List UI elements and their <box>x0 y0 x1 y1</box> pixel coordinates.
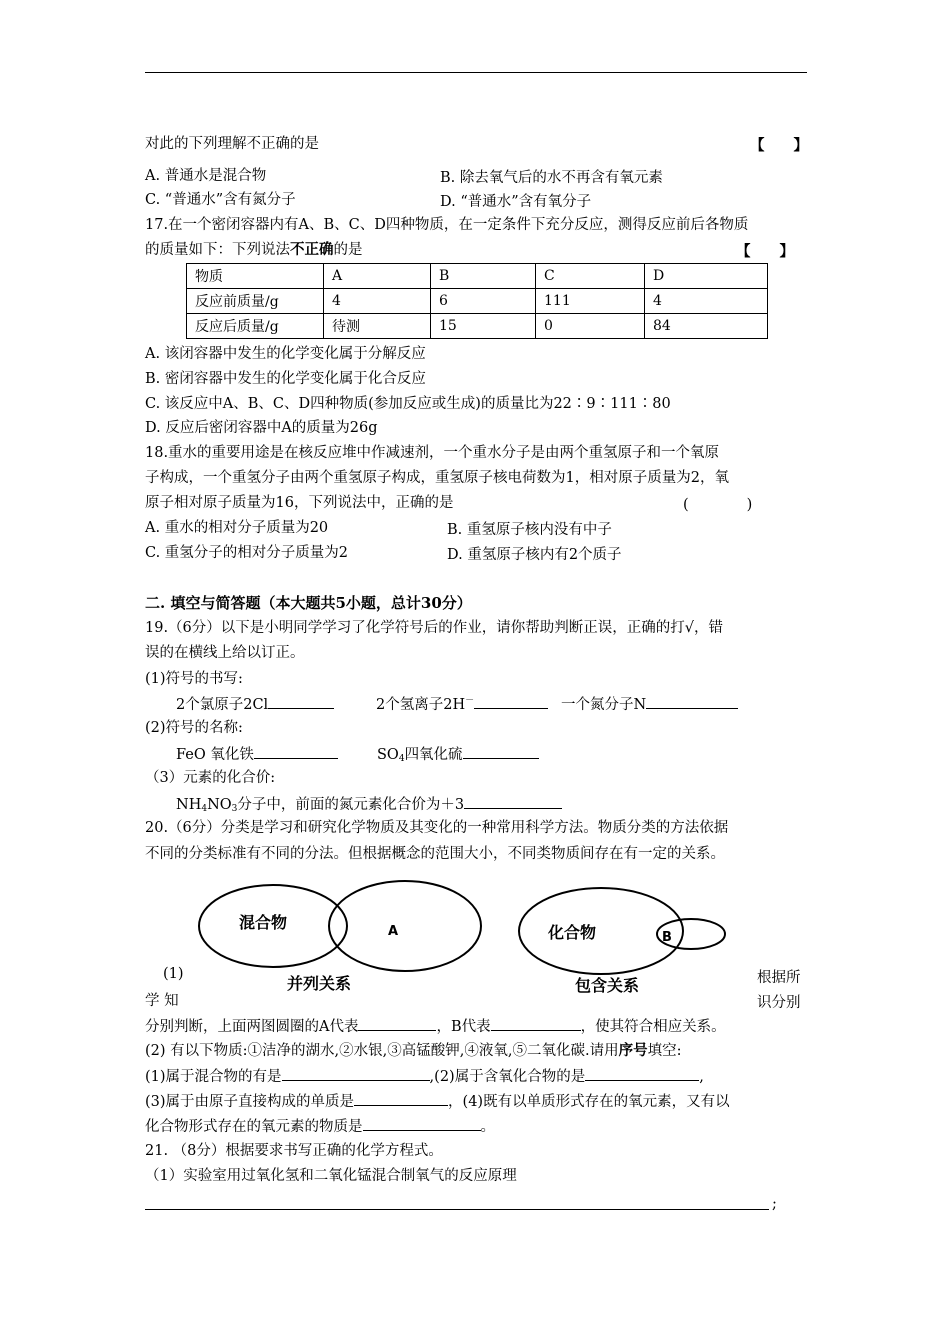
q19-part2-b-subscript: 4 <box>398 754 405 764</box>
inclusion-label: 包含关系 <box>575 976 640 995</box>
q19-part1-b <box>376 693 548 714</box>
table-header-cell: 物质 <box>187 264 324 289</box>
q21-semicolon: ; <box>772 1196 777 1212</box>
table-row <box>187 314 768 339</box>
table-cell: 6 <box>431 289 536 314</box>
q19-part2-a-text: FeO 氧化铁 <box>176 747 254 763</box>
formula-part: NH <box>176 797 202 813</box>
table-header-row <box>187 264 768 289</box>
q20-p2-pre: (2) 有以下物质:①洁净的湖水,②水银,③高锰酸钾,④液氧,⑤二氧化碳.请用 <box>145 1043 619 1059</box>
section-2-heading: 二. 填空与简答题（本大题共5小题，总计30分） <box>145 594 472 612</box>
table-cell: 15 <box>431 314 536 339</box>
answer-blank[interactable] <box>254 744 338 759</box>
q20-p1-left2: 学 知 <box>145 993 179 1009</box>
classification-diagram <box>195 872 755 996</box>
q20-line2: 不同的分类标准有不同的分法。但根据概念的范围大小，不同类物质间存在有一定的关系。 <box>145 846 725 862</box>
q19-part2-a <box>176 743 338 764</box>
q19-part2-b-name: 四氧化硫 <box>404 747 463 763</box>
answer-blank[interactable] <box>474 694 548 709</box>
q17-line2-post: 的是 <box>333 242 363 258</box>
q21-part1: （1）实验室用过氧化氢和二氧化锰混合制氧气的反应原理 <box>145 1168 517 1184</box>
q20-p2-q4b: 化合物形式存在的氧元素的物质是 <box>145 1119 363 1135</box>
q19-part1-b-charge: － <box>465 696 475 706</box>
q16-option-d: D. “普通水”含有氧分子 <box>440 194 592 210</box>
answer-blank[interactable] <box>646 694 738 709</box>
q19-line2: 误的在横线上给以订正。 <box>145 645 305 661</box>
q19-part1-c-text: 一个氮分子N <box>561 697 647 713</box>
q18-option-a: A. 重水的相对分子质量为20 <box>145 520 329 536</box>
q20-p2-post: 填空: <box>647 1043 682 1059</box>
q18-line2: 子构成，一个重氢分子由两个重氢原子构成，重氢原子核电荷数为1，相对原子质量为2，氧 <box>145 470 729 486</box>
table-cell: 反应后质量/g <box>187 314 324 339</box>
answer-blank[interactable] <box>464 794 562 809</box>
q20-p2-bold: 序号 <box>618 1042 648 1059</box>
answer-blank[interactable] <box>463 744 539 759</box>
q17-option-d: D. 反应后密闭容器中A的质量为26g <box>145 420 378 436</box>
table-cell: 84 <box>645 314 768 339</box>
table-header-cell: C <box>536 264 645 289</box>
q20-p2-q2: ,(2)属于含氧化合物的是 <box>429 1069 586 1085</box>
q18-option-c: C. 重氢分子的相对分子质量为2 <box>145 545 349 561</box>
q17-line2-pre: 的质量如下：下列说法 <box>145 242 290 258</box>
formula-part: NO <box>207 797 232 813</box>
q20-p1-right1: 根据所 <box>757 970 801 986</box>
table-cell: 4 <box>324 289 431 314</box>
q21-line1: 21. （8分）根据要求书写正确的化学方程式。 <box>145 1143 443 1159</box>
q17-line2 <box>145 240 363 260</box>
q19-part1-b-text: 2个氢离子2H <box>376 697 466 713</box>
q19-part3-label: （3）元素的化合价: <box>145 770 276 786</box>
q20-p2 <box>145 1041 681 1061</box>
table-cell: 反应前质量/g <box>187 289 324 314</box>
answer-blank-b[interactable] <box>491 1016 581 1031</box>
q20-p2-line2: (1)属于混合物的有是 ,(2)属于含氧化合物的是 , <box>145 1066 704 1087</box>
q16-option-a: A. 普通水是混合物 <box>145 168 267 184</box>
q19-part3-text: 分子中，前面的氮元素化合价为＋3 <box>237 797 465 813</box>
answer-blank[interactable] <box>363 1116 481 1131</box>
a-label: A <box>388 924 399 939</box>
q17-option-c: C. 该反应中A、B、C、D四种物质(参加反应或生成)的质量比为22∶9∶111∶80 <box>145 396 671 412</box>
q17-option-a: A. 该闭容器中发生的化学变化属于分解反应 <box>145 346 426 362</box>
q20-line1: 20.（6分）分类是学习和研究化学物质及其变化的一种常用科学方法。物质分类的方法依据 <box>145 820 729 836</box>
table-header-cell: A <box>324 264 431 289</box>
q20-p2-line4 <box>145 1116 495 1137</box>
q20-p2-q4: ，(4)既有以单质形式存在的氧元素，又有以 <box>448 1094 730 1110</box>
mixture-label: 混合物 <box>239 913 288 932</box>
parallel-label: 并列关系 <box>287 974 352 993</box>
table-header-cell: B <box>431 264 536 289</box>
table-row <box>187 289 768 314</box>
q17-not-correct: 不正确 <box>290 241 334 258</box>
q19-part1-c <box>561 693 738 714</box>
q20-p1-left1: (1) <box>163 966 184 982</box>
answer-blank-a[interactable] <box>358 1016 436 1031</box>
q20-p2-q3: (3)属于由原子直接构成的单质是 <box>145 1094 355 1110</box>
q19-part2-b-text: SO <box>377 747 399 763</box>
q19-part2-label: (2)符号的名称: <box>145 720 243 736</box>
q19-part2-b <box>377 743 539 764</box>
q20-p2-q4c: 。 <box>480 1119 495 1135</box>
table-cell: 0 <box>536 314 645 339</box>
q19-part3-a <box>176 793 562 814</box>
q20-p1-text-a: 分别判断，上面两图圆圈的A代表 <box>145 1019 359 1035</box>
top-rule <box>145 72 807 73</box>
q18-line3: 原子相对原子质量为16，下列说法中，正确的是 <box>145 495 454 511</box>
q19-part1-a-text: 2个氯原子2Cl <box>176 697 269 713</box>
table-cell: 4 <box>645 289 768 314</box>
b-label: B <box>662 930 672 945</box>
q16-option-b: B. 除去氧气后的水不再含有氧元素 <box>440 170 663 186</box>
q19-line1: 19.（6分）以下是小明同学学习了化学符号后的作业，请你帮助判断正误，正确的打√，错 <box>145 620 724 636</box>
formula-subscript: 3 <box>231 804 238 814</box>
q19-part1-label: (1)符号的书写: <box>145 671 243 687</box>
q16-bracket: 【 】 <box>750 137 808 154</box>
q18-line1: 18.重水的重要用途是在核反应堆中作减速剂，一个重水分子是由两个重氢原子和一个氧原 <box>145 445 720 461</box>
q20-p1-line3 <box>145 1016 726 1037</box>
q17-option-b: B. 密闭容器中发生的化学变化属于化合反应 <box>145 371 426 387</box>
q17-bracket: 【 】 <box>736 243 794 260</box>
a-ellipse <box>329 881 481 971</box>
q18-bracket: ( ) <box>683 497 753 513</box>
q20-p2-q1: (1)属于混合物的有是 <box>145 1069 282 1085</box>
q16-stem: 对此的下列理解不正确的是 <box>145 136 319 152</box>
q20-p1-text-c: ，使其符合相应关系。 <box>580 1019 726 1035</box>
answer-blank[interactable] <box>585 1066 699 1081</box>
q17-mass-table <box>186 263 768 339</box>
q16-option-c: C. “普通水”含有氮分子 <box>145 192 296 208</box>
q18-option-d: D. 重氢原子核内有2个质子 <box>447 547 622 563</box>
q20-p2-line3 <box>145 1091 730 1112</box>
q21-answer-line[interactable] <box>145 1209 769 1210</box>
q18-option-b: B. 重氢原子核内没有中子 <box>447 522 612 538</box>
table-cell: 111 <box>536 289 645 314</box>
answer-blank[interactable] <box>268 694 334 709</box>
answer-blank[interactable] <box>282 1066 430 1081</box>
table-header-cell: D <box>645 264 768 289</box>
table-cell: 待测 <box>324 314 431 339</box>
q20-p1-text-b: ，B代表 <box>436 1019 491 1035</box>
q20-p1-right2: 识分别 <box>757 995 801 1011</box>
answer-blank[interactable] <box>354 1091 448 1106</box>
q19-part1-a <box>176 693 334 714</box>
q17-line1: 17.在一个密闭容器内有A、B、C、D四种物质，在一定条件下充分反应，测得反应前后各物质 <box>145 217 749 233</box>
compound-label: 化合物 <box>548 923 597 942</box>
formula-subscript: 4 <box>201 804 208 814</box>
